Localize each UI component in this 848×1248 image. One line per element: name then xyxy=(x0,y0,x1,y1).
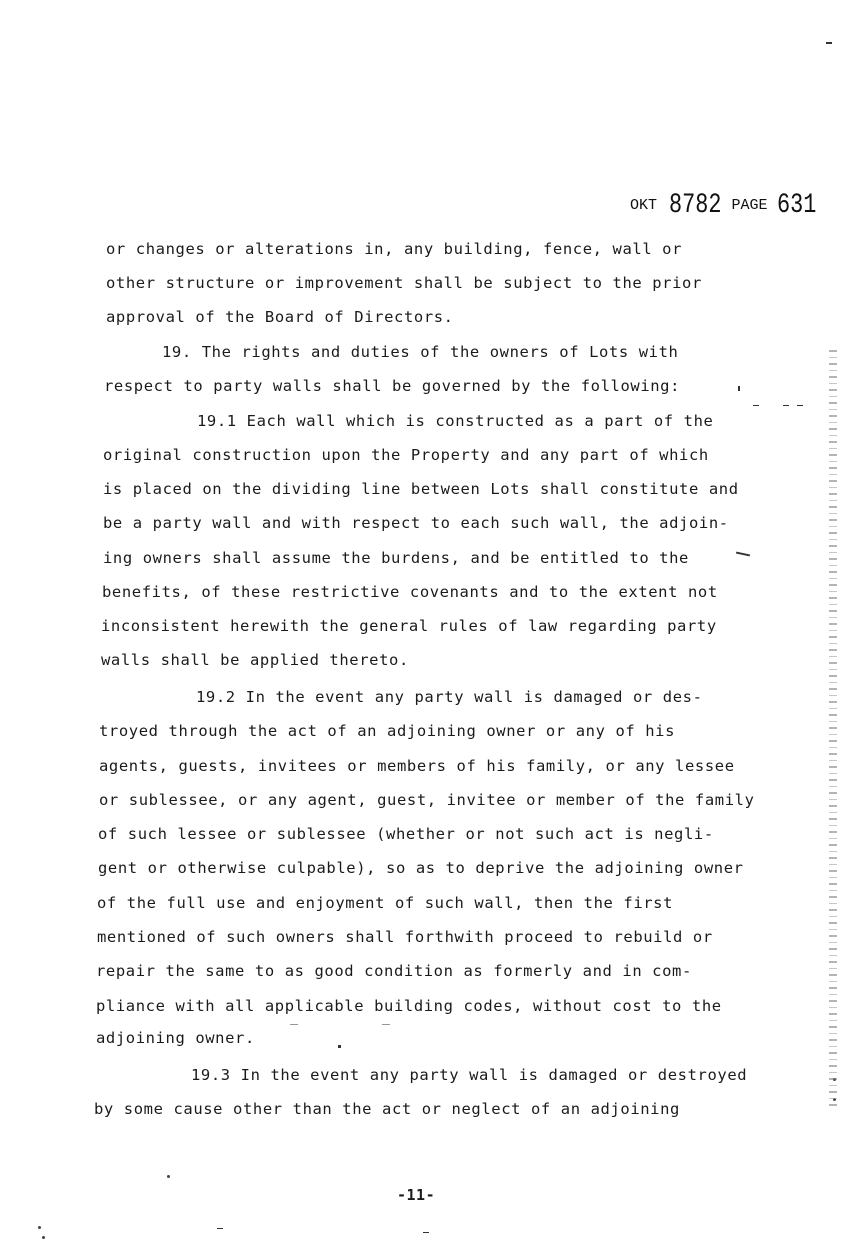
text-line: or sublessee, or any agent, guest, invitee or member of the family xyxy=(99,791,755,809)
scan-mark xyxy=(423,1232,429,1233)
scan-dot xyxy=(167,1175,170,1178)
text-line: inconsistent herewith the general rules of law regarding party xyxy=(101,617,717,635)
edge-scan-noise xyxy=(829,350,837,1110)
text-line: approval of the Board of Directors. xyxy=(106,308,454,326)
text-line: of such lessee or sublessee (whether or not such act is negli- xyxy=(98,825,714,843)
recording-stamp xyxy=(630,190,828,221)
text-line: 19. The rights and duties of the owners of Lots with xyxy=(162,343,679,361)
scan-mark xyxy=(783,405,789,406)
scan-mark xyxy=(738,386,740,391)
text-line: 19.2 In the event any party wall is damaged or des- xyxy=(196,688,703,706)
text-line: adjoining owner. xyxy=(96,1029,255,1047)
text-line: by some cause other than the act or neglect of an adjoining xyxy=(94,1100,680,1118)
text-line: or changes or alterations in, any building, fence, wall or xyxy=(106,240,683,258)
text-line: of the full use and enjoyment of such wall, then the first xyxy=(97,894,674,912)
text-line: 19.1 Each wall which is constructed as a part of the xyxy=(197,412,714,430)
stamp-prefix: OKT xyxy=(630,197,658,214)
text-line: pliance with all applicable building codes, without cost to the xyxy=(96,997,722,1015)
scan-mark xyxy=(217,1228,223,1229)
text-line: other structure or improvement shall be subject to the prior xyxy=(106,274,702,292)
text-line: respect to party walls shall be governed by the following: xyxy=(104,377,681,395)
text-line: gent or otherwise culpable), so as to deprive the adjoining owner xyxy=(98,859,744,877)
scan-dot xyxy=(38,1226,41,1229)
text-line: repair the same to as good condition as formerly and in com- xyxy=(96,962,692,980)
text-line: walls shall be applied thereto. xyxy=(101,651,409,669)
scan-mark xyxy=(382,1024,390,1025)
page-number-footer: -11- xyxy=(397,1186,436,1204)
text-line: mentioned of such owners shall forthwith proceed to rebuild or xyxy=(97,928,713,946)
scan-dot xyxy=(42,1236,45,1239)
text-line: 19.3 In the event any party wall is damaged or destroyed xyxy=(191,1066,748,1084)
scan-mark xyxy=(338,1045,341,1048)
stamp-page-number: 631 xyxy=(777,190,817,221)
scan-mark xyxy=(797,405,803,406)
text-line: is placed on the dividing line between Lots shall constitute and xyxy=(103,480,739,498)
text-line: be a party wall and with respect to each such wall, the adjoin- xyxy=(103,514,729,532)
text-line: original construction upon the Property and any part of which xyxy=(103,446,709,464)
scan-mark xyxy=(290,1024,298,1025)
text-line: ing owners shall assume the burdens, and be entitled to the xyxy=(103,549,689,567)
scan-mark xyxy=(753,405,759,406)
text-line: troyed through the act of an adjoining owner or any of his xyxy=(99,722,676,740)
scan-mark xyxy=(826,42,832,44)
text-line: agents, guests, invitees or members of his family, or any lessee xyxy=(99,757,735,775)
text-line: benefits, of these restrictive covenants and to the extent not xyxy=(102,583,718,601)
stamp-page-prefix: PAGE xyxy=(731,197,768,214)
scan-mark xyxy=(736,552,750,557)
stamp-book-number: 8782 xyxy=(668,190,722,221)
